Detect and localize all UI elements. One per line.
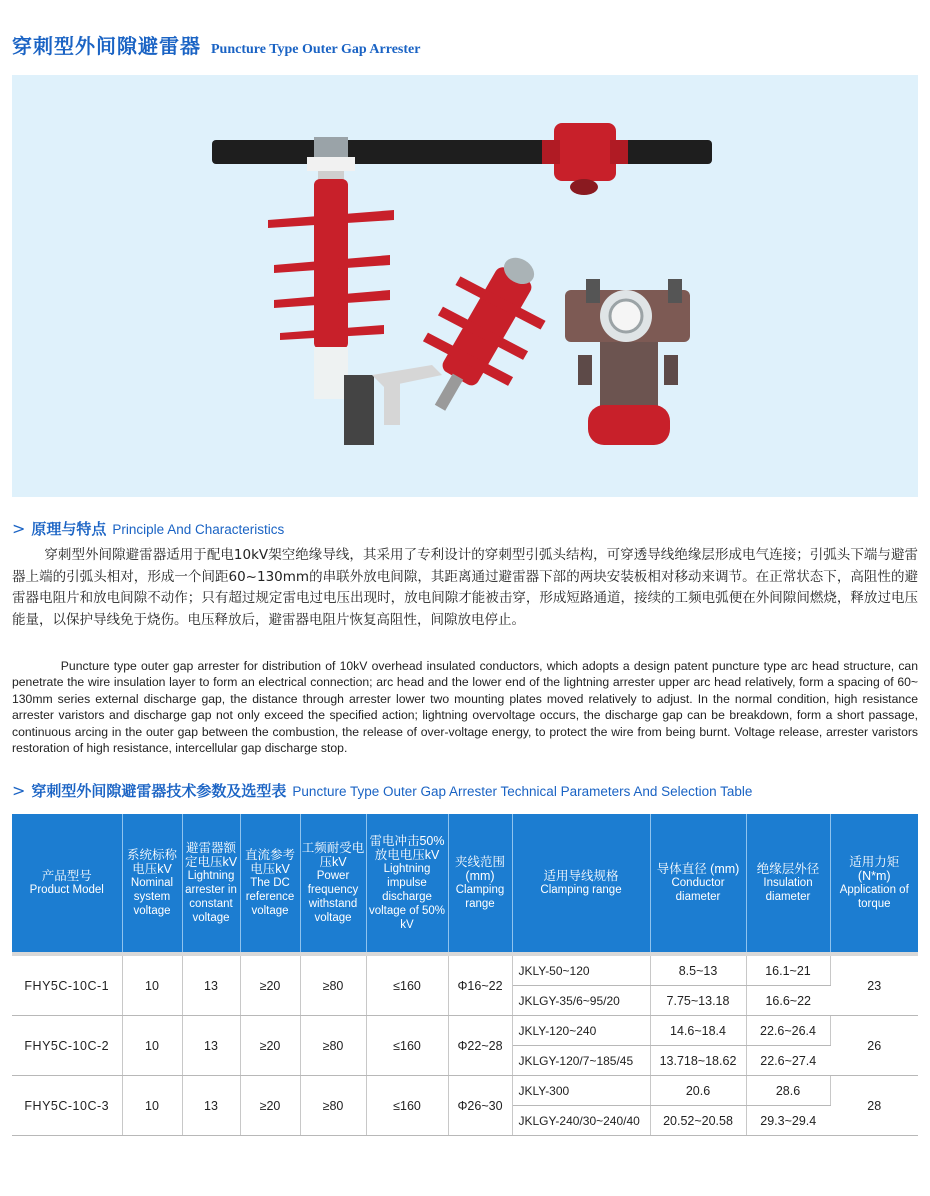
cell-power: ≥80 [300, 954, 366, 1016]
cell-nominal: 10 [122, 1016, 182, 1076]
cell-rated: 13 [182, 1016, 240, 1076]
header-clamp: 夹线范围 (mm) Clamping range [448, 814, 512, 954]
header-model: 产品型号 Product Model [12, 814, 122, 954]
cell-spec: JKLY-120~240 [512, 1016, 650, 1046]
section-table-title-cn: 穿刺型外间隙避雷器技术参数及选型表 [31, 782, 287, 800]
cell-conductor: 20.6 [650, 1076, 746, 1106]
cell-impulse: ≤160 [366, 1016, 448, 1076]
cell-impulse: ≤160 [366, 1076, 448, 1136]
cell-spec: JKLGY-240/30~240/40 [512, 1106, 650, 1136]
header-torque: 适用力矩 (N*m) Application of torque [830, 814, 918, 954]
cell-nominal: 10 [122, 1076, 182, 1136]
chevron-right-icon: > [12, 781, 26, 800]
cell-model: FHY5C-10C-3 [12, 1076, 122, 1136]
header-rated: 避雷器额定电压kV Lightning arrester in constant voltage [182, 814, 240, 954]
cell-torque: 28 [830, 1076, 918, 1136]
section-table-heading [12, 780, 752, 801]
cell-spec: JKLY-300 [512, 1076, 650, 1106]
cell-conductor: 20.52~20.58 [650, 1106, 746, 1136]
page-title [12, 30, 420, 60]
table-row [12, 1016, 918, 1046]
cell-insulation: 28.6 [746, 1076, 830, 1106]
page-title-cn: 穿刺型外间隙避雷器 [12, 34, 201, 58]
section-table-title-en: Puncture Type Outer Gap Arrester Technical Parameters And Selection Table [292, 784, 753, 799]
cell-conductor: 8.5~13 [650, 954, 746, 986]
cell-dc: ≥20 [240, 954, 300, 1016]
cell-torque: 26 [830, 1016, 918, 1076]
cell-spec: JKLGY-35/6~95/20 [512, 986, 650, 1016]
cell-conductor: 13.718~18.62 [650, 1046, 746, 1076]
cell-insulation: 22.6~27.4 [746, 1046, 830, 1076]
principle-text-en: Puncture type outer gap arrester for distribution of 10kV overhead insulated conductors, which adopts a design patent puncture type arc head structure, can penetrate the wire insulation layer to form an electrical connection; arc head and the lower end of the lightning arrester upper arc head relatively, form a spacing of 60~ 130mm series external discharge gap, the distance through arrester lower two mounting plates moved relatively to adjust. In the normal condition, high resistance arrester varistors and discharge gap not only exceed the specified action; lightning overvoltage occurs, the discharge gap can be breakdown, form a short passage, continuous arcing in the outer gap between the combustion, the release of over-voltage energy, to protect the wire from being burnt. Voltage release, arrester varistors restoration of high resistance, intercellular gap discharge stop. [12, 659, 918, 756]
header-nominal: 系统标称电压kV Nominal system voltage [122, 814, 182, 954]
cell-rated: 13 [182, 954, 240, 1016]
header-insulation: 绝缘层外径 Insulation diameter [746, 814, 830, 954]
cell-torque: 23 [830, 954, 918, 1016]
table-row [12, 1076, 918, 1106]
chevron-right-icon: > [12, 519, 26, 538]
cell-model: FHY5C-10C-1 [12, 954, 122, 1016]
cell-clamp: Φ22~28 [448, 1016, 512, 1076]
cell-rated: 13 [182, 1076, 240, 1136]
cell-spec: JKLY-50~120 [512, 954, 650, 986]
section-principle-heading [12, 518, 284, 539]
cell-insulation: 29.3~29.4 [746, 1106, 830, 1136]
cell-conductor: 14.6~18.4 [650, 1016, 746, 1046]
header-impulse: 雷电冲击50% 放电电压kV Lightning impulse discharge voltage of 50% kV [366, 814, 448, 954]
arrester-product-photo-icon [12, 75, 918, 497]
cell-insulation: 16.6~22 [746, 986, 830, 1016]
product-photo [12, 75, 918, 497]
cell-model: FHY5C-10C-2 [12, 1016, 122, 1076]
header-power: 工频耐受电压kV Power frequency withstand voltage [300, 814, 366, 954]
cell-clamp: Φ26~30 [448, 1076, 512, 1136]
page-title-en: Puncture Type Outer Gap Arrester [211, 42, 421, 57]
table-header-row [12, 814, 918, 954]
cell-spec: JKLGY-120/7~185/45 [512, 1046, 650, 1076]
cell-impulse: ≤160 [366, 954, 448, 1016]
cell-nominal: 10 [122, 954, 182, 1016]
header-spec: 适用导线规格 Clamping range [512, 814, 650, 954]
cell-clamp: Φ16~22 [448, 954, 512, 1016]
cell-power: ≥80 [300, 1076, 366, 1136]
cell-power: ≥80 [300, 1016, 366, 1076]
section-principle-title-cn: 原理与特点 [31, 520, 107, 538]
section-principle-title-en: Principle And Characteristics [112, 522, 285, 537]
header-conductor: 导体直径 (mm) Conductor diameter [650, 814, 746, 954]
principle-text-cn: 穿刺型外间隙避雷器适用于配电10kV架空绝缘导线，其采用了专利设计的穿刺型引弧头结构，可穿透导线绝缘层形成电气连接；引弧头下端与避雷器上端的引弧头相对，形成一个间距60~130mm的串联外放电间隙，其距离通过避雷器下部的两块安装板相对移动来调节。在正常状态下，高阻性的避雷器电阻片和放电间隙不动作；只有超过规定雷电过电压出现时，放电间隙才能被击穿，形成短路通道，接续的工频电弧便在外间隙间燃烧，释放过电压能量，以保护导线免于烧伤。电压释放后，避雷器电阻片恢复高阻性，间隙放电停止。 [12, 547, 918, 628]
cell-dc: ≥20 [240, 1076, 300, 1136]
spec-table [12, 814, 918, 1136]
table-row [12, 954, 918, 986]
cell-conductor: 7.75~13.18 [650, 986, 746, 1016]
header-dc: 直流参考电压kV The DC reference voltage [240, 814, 300, 954]
cell-insulation: 22.6~26.4 [746, 1016, 830, 1046]
cell-insulation: 16.1~21 [746, 954, 830, 986]
cell-dc: ≥20 [240, 1016, 300, 1076]
